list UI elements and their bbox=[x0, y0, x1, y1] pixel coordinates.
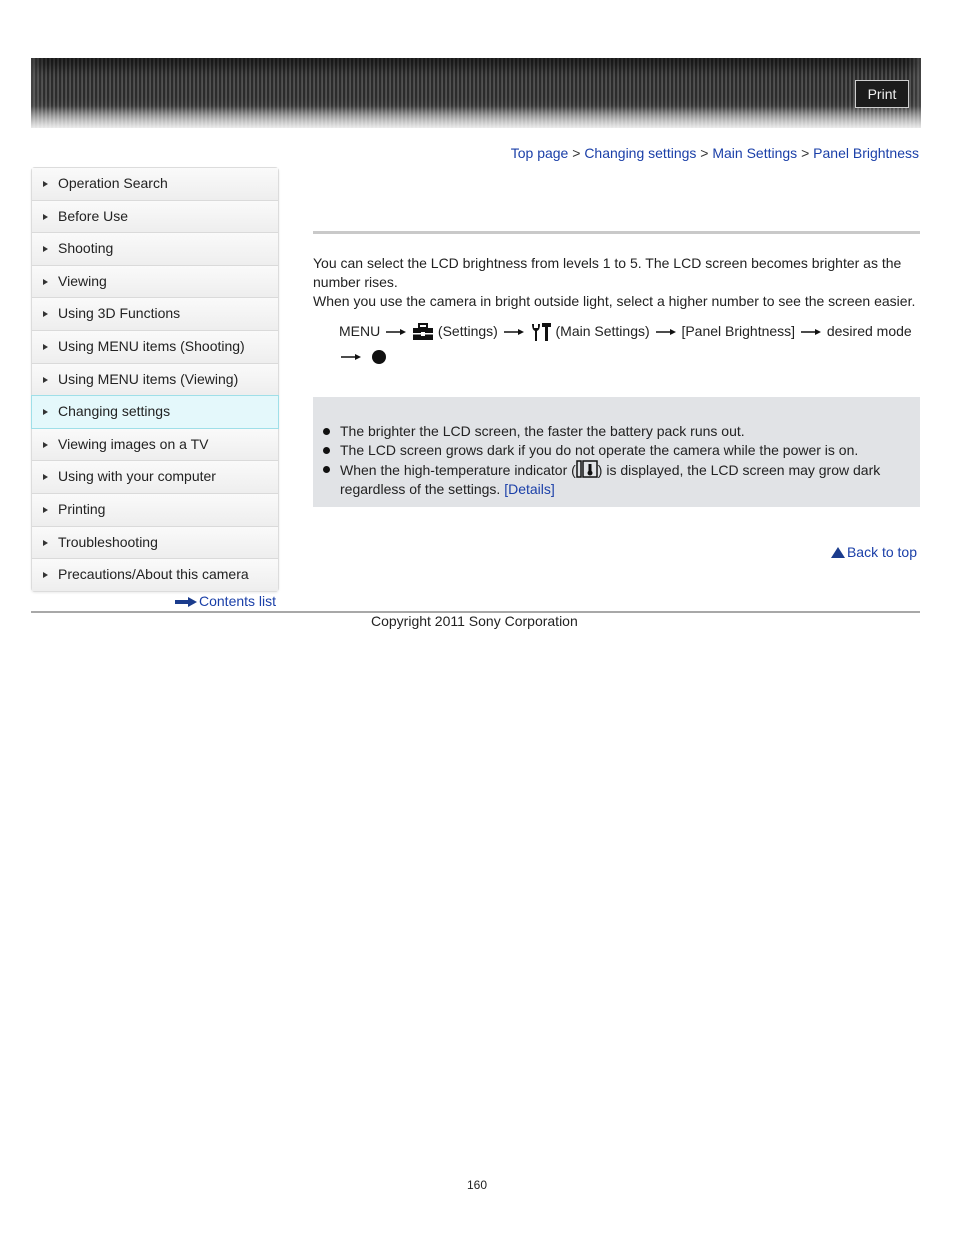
triangle-right-icon bbox=[43, 507, 48, 513]
arrow-right-icon bbox=[502, 328, 526, 336]
main-content bbox=[313, 254, 918, 369]
sidebar-item-label: Precautions/About this camera bbox=[58, 566, 249, 583]
sidebar-item-menu-shooting[interactable] bbox=[32, 331, 278, 364]
notes-box bbox=[313, 397, 920, 507]
step-panel-brightness: [Panel Brightness] bbox=[681, 323, 796, 339]
sidebar-item-3d-functions[interactable] bbox=[32, 298, 278, 331]
sidebar-item-shooting[interactable] bbox=[32, 233, 278, 266]
step-desired-mode: desired mode bbox=[826, 323, 912, 339]
note-3-text-before: When the high-temperature indicator ( bbox=[340, 462, 576, 478]
sidebar-item-computer[interactable] bbox=[32, 461, 278, 494]
copyright-text: Copyright 2011 Sony Corporation bbox=[371, 613, 578, 629]
triangle-up-icon bbox=[831, 547, 845, 558]
high-temperature-icon bbox=[576, 460, 598, 478]
sidebar-item-label: Using with your computer bbox=[58, 468, 216, 485]
sidebar-item-label: Changing settings bbox=[58, 403, 171, 420]
breadcrumb-main-settings[interactable]: Main Settings bbox=[712, 145, 798, 161]
breadcrumb-separator: > bbox=[572, 145, 581, 161]
sidebar-item-label: Using MENU items (Shooting) bbox=[58, 337, 245, 354]
sidebar-nav bbox=[31, 167, 279, 592]
contents-list-label: Contents list bbox=[199, 593, 277, 609]
triangle-right-icon bbox=[43, 246, 48, 252]
triangle-right-icon bbox=[43, 409, 48, 415]
arrow-right-icon bbox=[175, 597, 197, 607]
triangle-right-icon bbox=[43, 540, 48, 546]
breadcrumb-top-page[interactable]: Top page bbox=[510, 145, 569, 161]
step-menu: MENU bbox=[339, 323, 381, 339]
triangle-right-icon bbox=[43, 344, 48, 350]
sidebar-item-viewing[interactable] bbox=[32, 266, 278, 299]
sidebar-item-changing-settings[interactable] bbox=[31, 395, 279, 429]
sidebar-item-label: Printing bbox=[58, 500, 106, 517]
triangle-right-icon bbox=[43, 214, 48, 220]
note-3-text-after: ) is displayed, the LCD screen may grow dark regardless of the settings. bbox=[340, 462, 881, 497]
sidebar-item-label: Before Use bbox=[58, 207, 129, 224]
toolbox-icon bbox=[412, 323, 434, 341]
triangle-right-icon bbox=[43, 279, 48, 285]
triangle-right-icon bbox=[43, 311, 48, 317]
sidebar-item-label: Troubleshooting bbox=[58, 533, 158, 550]
arrow-right-icon bbox=[654, 328, 678, 336]
sidebar-item-troubleshooting[interactable] bbox=[32, 527, 278, 560]
sidebar-item-printing[interactable] bbox=[32, 494, 278, 527]
sidebar-item-menu-viewing[interactable] bbox=[32, 364, 278, 397]
sidebar-item-label: Viewing bbox=[58, 272, 107, 289]
breadcrumb-separator: > bbox=[801, 145, 810, 161]
note-item: The brighter the LCD screen, the faster the battery pack runs out. bbox=[323, 422, 908, 441]
contents-list-link[interactable] bbox=[175, 593, 276, 609]
breadcrumb-separator: > bbox=[700, 145, 709, 161]
triangle-right-icon bbox=[43, 442, 48, 448]
sidebar-item-precautions[interactable] bbox=[32, 559, 278, 591]
wrench-icon bbox=[530, 322, 552, 342]
sidebar-item-operation-search[interactable] bbox=[32, 168, 278, 201]
triangle-right-icon bbox=[43, 377, 48, 383]
header-banner bbox=[31, 58, 921, 128]
notes-list bbox=[323, 422, 908, 499]
sidebar-item-label: Viewing images on a TV bbox=[58, 435, 209, 452]
arrow-right-icon bbox=[799, 328, 823, 336]
back-to-top-link[interactable] bbox=[831, 544, 917, 560]
intro-paragraph-2: When you use the camera in bright outside light, select a higher number to see the screen easier. bbox=[313, 293, 916, 309]
sidebar-item-viewing-tv[interactable] bbox=[32, 429, 278, 462]
sidebar-item-label: Using 3D Functions bbox=[58, 305, 181, 322]
page-number: 160 bbox=[466, 1178, 488, 1192]
triangle-right-icon bbox=[43, 474, 48, 480]
sidebar-item-before-use[interactable] bbox=[32, 201, 278, 234]
breadcrumb bbox=[511, 145, 919, 161]
note-item bbox=[323, 460, 908, 499]
details-link[interactable]: [Details] bbox=[504, 481, 555, 497]
sidebar-item-label: Shooting bbox=[58, 240, 114, 257]
step-settings: (Settings) bbox=[437, 323, 498, 339]
print-button[interactable]: Print bbox=[855, 80, 909, 108]
intro-paragraph-1: You can select the LCD brightness from levels 1 to 5. The LCD screen becomes brighter as the number rises. bbox=[313, 255, 902, 290]
triangle-right-icon bbox=[43, 181, 48, 187]
sidebar-item-label: Using MENU items (Viewing) bbox=[58, 370, 239, 387]
sidebar-item-label: Operation Search bbox=[58, 175, 168, 191]
note-item: The LCD screen grows dark if you do not operate the camera while the power is on. bbox=[323, 441, 908, 460]
step-main-settings: (Main Settings) bbox=[555, 323, 650, 339]
back-to-top-label: Back to top bbox=[846, 544, 917, 560]
breadcrumb-changing-settings[interactable]: Changing settings bbox=[584, 145, 697, 161]
title-divider bbox=[313, 231, 920, 234]
triangle-right-icon bbox=[43, 572, 48, 578]
breadcrumb-panel-brightness[interactable]: Panel Brightness bbox=[813, 145, 919, 161]
arrow-right-icon bbox=[384, 328, 408, 336]
center-button-icon bbox=[371, 349, 387, 365]
arrow-right-icon bbox=[339, 353, 363, 361]
menu-steps bbox=[339, 319, 918, 369]
